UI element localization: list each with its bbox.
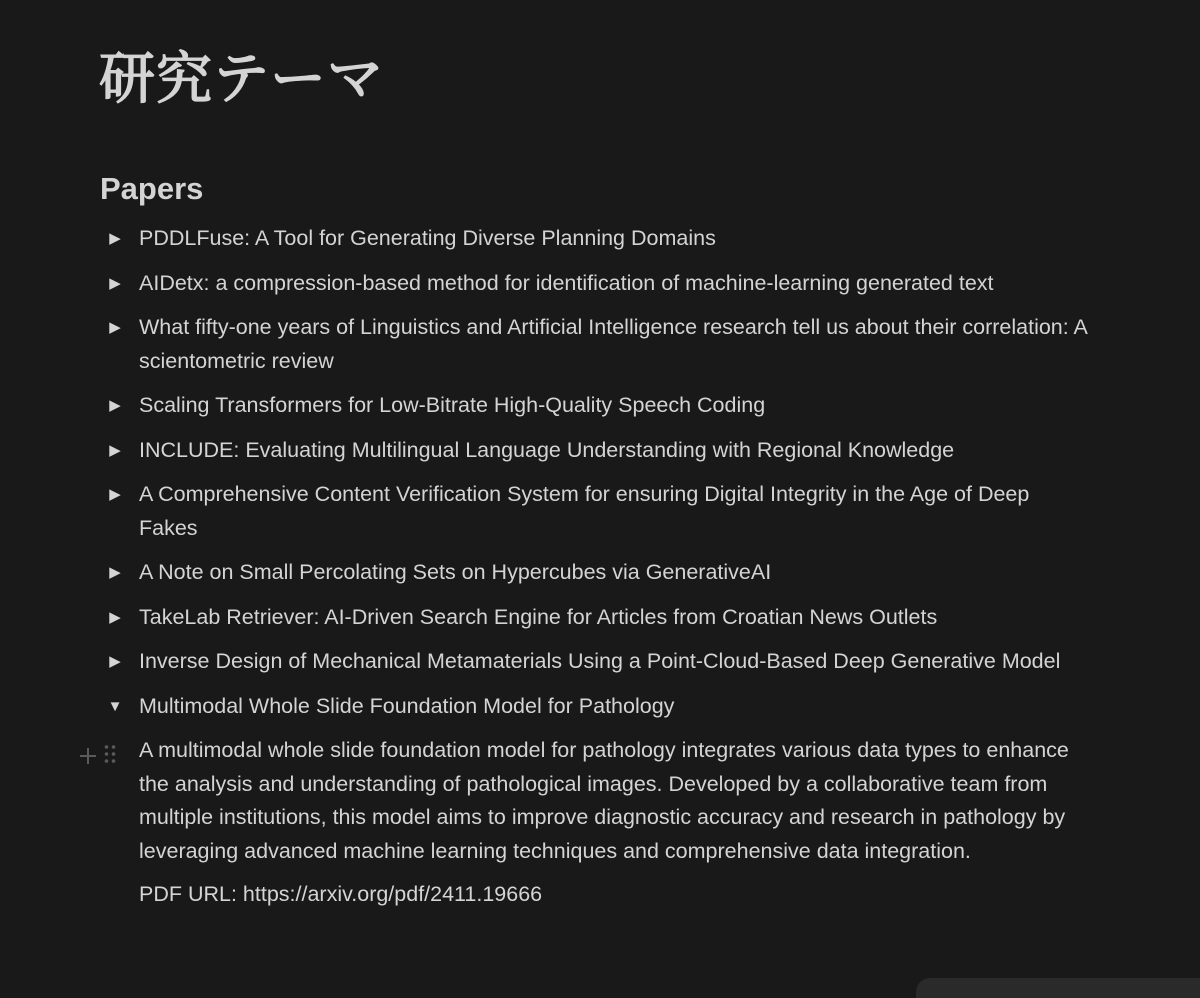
block-handle [79,734,117,768]
paper-title[interactable]: Scaling Transformers for Low-Bitrate High-Quality Speech Coding [139,393,766,417]
paper-title[interactable]: What fifty-one years of Linguistics and Artificial Intelligence research tell us about their correlation: A scientometric review [139,315,1087,373]
paper-title[interactable]: PDDLFuse: A Tool for Generating Diverse Planning Domains [139,226,716,250]
paper-title[interactable]: A Note on Small Percolating Sets on Hypercubes via GenerativeAI [139,560,772,584]
papers-toggle-list [100,222,1090,923]
paper-toggle [100,267,1090,301]
paper-title[interactable]: TakeLab Retriever: AI-Driven Search Engine for Articles from Croatian News Outlets [139,604,938,629]
triangle-right-icon[interactable]: ▶ [109,274,121,292]
paper-toggle [100,222,1090,256]
section-heading-papers: Papers [100,171,204,206]
paper-summary[interactable]: A multimodal whole slide foundation model for pathology integrates various data types to enhance the analysis and understanding of pathological images. Developed by a collaborative team from multiple institutions, this model aims to improve diagnostic accuracy and research in pathology by leveraging advanced machine learning techniques and comprehensive data integration. [139,738,1069,863]
paper-toggle [100,601,1090,635]
triangle-right-icon[interactable]: ▶ [109,319,121,336]
paper-title[interactable]: Multimodal Whole Slide Foundation Model for Pathology [139,693,675,718]
drag-handle-icon[interactable] [103,741,117,761]
paper-toggle [100,311,1090,378]
floating-panel-edge [916,978,1200,998]
paper-toggle [100,434,1090,468]
paper-toggle [100,478,1090,545]
triangle-right-icon[interactable]: ▶ [109,441,121,459]
paper-title[interactable]: INCLUDE: Evaluating Multilingual Language Understanding with Regional Knowledge [139,437,955,462]
paper-title[interactable]: Inverse Design of Mechanical Metamaterials Using a Point-Cloud-Based Deep Generative Model [139,649,1061,673]
plus-icon[interactable] [79,742,97,760]
triangle-right-icon[interactable]: ▶ [109,608,121,626]
triangle-right-icon[interactable]: ▶ [109,230,121,247]
paper-toggle-expanded [100,690,1090,912]
triangle-right-icon[interactable]: ▶ [109,397,121,414]
paper-toggle [100,389,1090,423]
triangle-down-icon[interactable]: ▼ [107,697,123,715]
toggle-body [139,734,1090,912]
paper-title[interactable]: A Comprehensive Content Verification System for ensuring Digital Integrity in the Age of Deep Fakes [139,482,1030,540]
triangle-right-icon[interactable]: ▶ [109,653,121,670]
paper-title[interactable]: AIDetx: a compression-based method for identification of machine-learning generated text [139,270,994,295]
pdf-url-line[interactable]: PDF URL: https://arxiv.org/pdf/2411.19666 [139,882,543,906]
paper-toggle [100,645,1090,679]
page-title: 研究テーマ [99,47,384,112]
triangle-right-icon[interactable]: ▶ [109,564,121,581]
paper-toggle [100,556,1090,590]
triangle-right-icon[interactable]: ▶ [109,486,121,503]
